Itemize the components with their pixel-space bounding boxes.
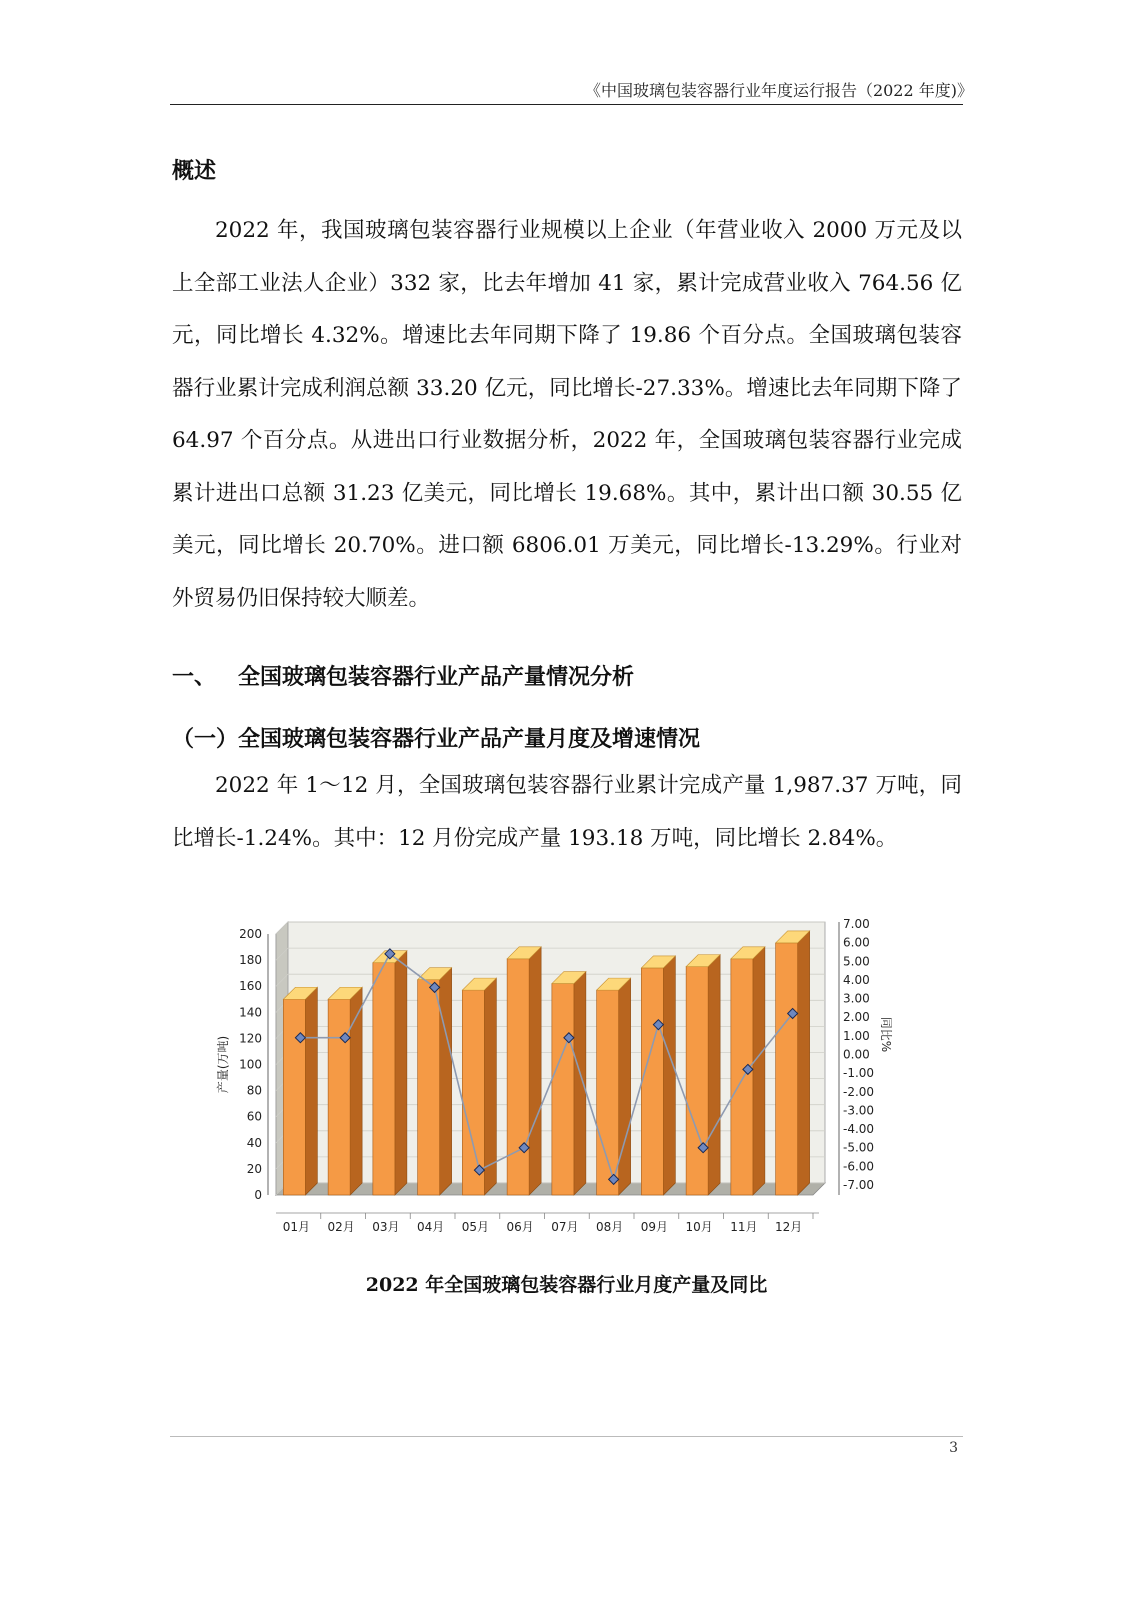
y-tick-label: 100 <box>239 1057 262 1072</box>
bar-side <box>440 968 452 1195</box>
x-tick-label: 09月 <box>640 1220 669 1234</box>
x-tick-label: 03月 <box>372 1220 400 1234</box>
overview-title: 概述 <box>172 158 217 184</box>
bar-side <box>708 955 720 1195</box>
bar <box>776 943 798 1195</box>
bar-side <box>395 951 407 1195</box>
bar-side <box>753 947 765 1195</box>
x-tick-label: 07月 <box>551 1220 579 1234</box>
x-tick-label: 12月 <box>774 1220 803 1234</box>
y2-tick-label: -4.00 <box>843 1122 875 1137</box>
y2-tick-label: -5.00 <box>843 1140 875 1155</box>
bar <box>418 980 440 1195</box>
production-chart <box>210 912 910 1242</box>
bar <box>686 967 708 1195</box>
x-tick-label: 05月 <box>461 1220 490 1234</box>
y2-tick-label: -2.00 <box>843 1084 875 1099</box>
section1-number: 一、 <box>172 664 217 690</box>
bar <box>507 959 529 1195</box>
section1-title: 全国玻璃包装容器行业产品产量情况分析 <box>238 664 635 690</box>
bar-side <box>663 956 675 1195</box>
bar <box>373 963 395 1195</box>
x-tick-label: 10月 <box>685 1220 713 1234</box>
y2-tick-label: -1.00 <box>843 1066 875 1081</box>
y2-tick-label: 3.00 <box>843 991 870 1006</box>
y2-tick-label: 6.00 <box>843 935 870 950</box>
bar-side <box>619 978 631 1195</box>
production-paragraph: 2022 年 1～12 月，全国玻璃包装容器行业累计完成产量 1,987.37 万吨，同比增长-1.24%。其中：12 月份完成产量 193.18 万吨，同比增长 2.84%。 <box>172 773 962 851</box>
x-tick-label: 06月 <box>506 1220 534 1234</box>
bar <box>731 959 753 1195</box>
y-tick-label: 120 <box>239 1031 262 1046</box>
y-tick-label: 0 <box>254 1188 262 1202</box>
x-tick-label: 02月 <box>327 1220 355 1234</box>
chart-svg <box>210 912 910 1242</box>
header-title: 《中国玻璃包装容器行业年度运行报告（2022 年度)》 <box>584 81 973 100</box>
header-rule <box>170 104 963 105</box>
y-tick-label: 80 <box>246 1083 262 1098</box>
y2-tick-label: 1.00 <box>843 1028 870 1043</box>
bar-side <box>305 987 317 1195</box>
y2-tick-label: 5.00 <box>843 954 870 969</box>
bar <box>641 968 663 1195</box>
footer-rule <box>170 1436 963 1437</box>
y2-tick-label: 2.00 <box>843 1010 870 1025</box>
chart-caption: 2022 年全国玻璃包装容器行业月度产量及同比 <box>365 1274 768 1296</box>
y2-tick-label: -7.00 <box>843 1178 875 1192</box>
bar <box>462 990 484 1195</box>
y-tick-label: 160 <box>239 979 262 994</box>
y-tick-label: 40 <box>246 1135 262 1150</box>
bar-side <box>798 931 810 1195</box>
bar <box>597 990 619 1195</box>
y2-tick-label: -3.00 <box>843 1103 875 1118</box>
subsection1-heading: （一）全国玻璃包装容器行业产品产量月度及增速情况 <box>172 726 701 752</box>
y-tick-label: 200 <box>239 927 262 941</box>
bar <box>283 999 305 1195</box>
x-tick-label: 04月 <box>416 1220 445 1234</box>
x-tick-label: 01月 <box>282 1220 311 1234</box>
x-tick-label: 08月 <box>595 1220 624 1234</box>
y2-tick-label: -6.00 <box>843 1159 875 1174</box>
bar <box>552 984 574 1195</box>
page-number: 3 <box>949 1440 958 1456</box>
y2-axis-title: 同比% <box>879 1016 893 1053</box>
bar-side <box>529 947 541 1195</box>
y-tick-label: 20 <box>246 1161 262 1176</box>
y2-tick-label: 0.00 <box>843 1047 870 1062</box>
y-tick-label: 180 <box>239 953 262 968</box>
y2-tick-label: 7.00 <box>843 917 870 931</box>
y-tick-label: 140 <box>239 1005 262 1020</box>
overview-paragraph: 2022 年，我国玻璃包装容器行业规模以上企业（年营业收入 2000 万元及以上全部工业法人企业）332 家，比去年增加 41 家，累计完成营业收入 764.56 亿元，同比增长 4.32%。增速比去年同期下降了 19.86 个百分点。全国玻璃包装容器行业累计完成利润总额 33.20 亿元，同比增长-27.33%。增速比去年同期下降了 64.97 个百分点。从进出口行业数据分析，2022 年，全国玻璃包装容器行业完成累计进出口总额 31.23 亿美元，同比增长 19.68%。其中，累计出口额 30.55 亿美元，同比增长 20.70%。进口额 6806.01 万美元，同比增长-13.29%。行业对外贸易仍旧保持较大顺差。 <box>172 218 963 611</box>
y-axis-title: 产量(万吨) <box>216 1035 230 1094</box>
y-tick-label: 60 <box>246 1109 262 1124</box>
bar <box>328 999 350 1195</box>
y2-tick-label: 4.00 <box>843 972 870 987</box>
x-tick-label: 11月 <box>730 1220 758 1234</box>
section1-heading <box>172 660 634 691</box>
